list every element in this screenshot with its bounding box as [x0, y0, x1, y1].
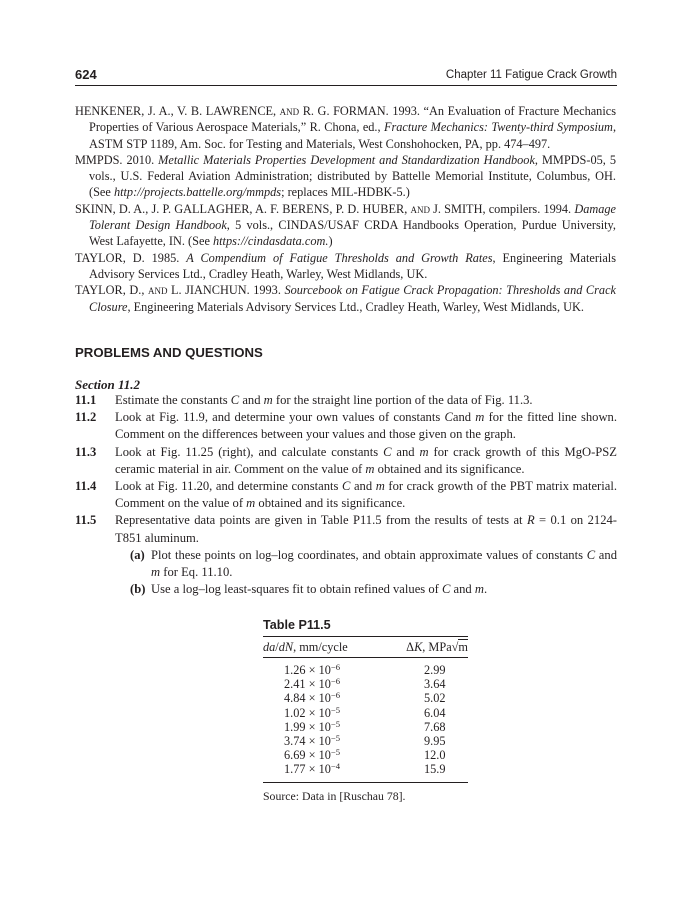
math-variable: C: [444, 410, 453, 425]
math-variable: m: [263, 393, 273, 407]
reference-text: , MMPDS-05, 5 vols., U.S. Federal Aviation Administration; distributed by Battelle Memorial Institute, Columbus, OH. (See: [89, 152, 616, 200]
table-cell-delta-k: 6.04: [424, 705, 446, 720]
reference-text: ; replaces MIL-HDBK-5.): [281, 185, 410, 200]
dadn-mantissa: 1.99: [284, 719, 306, 734]
table-cell-delta-k: 9.95: [424, 733, 446, 748]
reference-text: compilers. 1994.: [485, 201, 575, 216]
table-header-row: [263, 637, 468, 657]
table-cell-delta-k: 5.02: [424, 691, 446, 706]
reference-item: [75, 282, 616, 315]
math-variable: C: [383, 444, 392, 459]
subpart-wrapper: [75, 581, 617, 598]
section-heading: PROBLEMS AND QUESTIONS: [75, 345, 263, 360]
subpart-wrapper: [75, 547, 617, 581]
table-cell-dadn: $4.84 \times 10^{-6}$: [284, 690, 341, 706]
reference-title: Fracture Mechanics: Twenty-third Symposium: [383, 120, 613, 135]
math-variable: m: [419, 444, 429, 459]
table-cell-dadn: $1.77 \times 10^{-4}$: [284, 761, 341, 777]
reference-authors: SKINN, D. A., J. P. GALLAGHER, A. F. BERENS, P. D. HUBER, and J. SMITH,: [75, 201, 486, 216]
dadn-exponent: −6: [330, 676, 341, 687]
math-variable: C: [586, 547, 596, 562]
reference-authors: HENKENER, J. A., V. B. LAWRENCE, and R. G. FORMAN.: [75, 104, 389, 118]
dadn-exponent: −6: [330, 690, 341, 701]
subpart-label: (a): [130, 547, 145, 562]
problem-text: Representative data points are given in Table P11.5 from the results of tests at R = 0.1 on 2124-T851 aluminum.: [115, 513, 617, 545]
problem-number: 11.4: [75, 479, 97, 494]
page-number: 624: [75, 67, 97, 82]
problem-text: Look at Fig. 11.25 (right), and calculate constants C and m for crack growth of this MgO-PSZ ceramic material in air. Comment on the value of m obtained and its significance.: [115, 444, 618, 476]
section-label: Section 11.2: [75, 377, 141, 392]
dadn-exponent: −5: [330, 718, 341, 729]
problem-text: Look at Fig. 11.20, and determine constants C and m for crack growth of the PBT matrix material. Comment on the value of m obtained and its significance.: [115, 479, 617, 511]
math-variable: C: [342, 479, 351, 494]
problem-number: 11.3: [75, 444, 97, 459]
dadn-exponent: −5: [330, 747, 341, 758]
table-row: [263, 663, 468, 677]
math-variable: m: [474, 582, 484, 597]
reference-authors: TAYLOR, D., and L. JIANCHUN.: [75, 283, 250, 298]
table-cell-delta-k: 2.99: [424, 663, 446, 677]
reference-authors: MMPDS.: [75, 152, 123, 167]
reference-text: ): [328, 234, 333, 249]
table-col-header-dadn: da/dN, mm/cycle: [263, 640, 348, 654]
table-source-note: Source: Data in [Ruschau 78].: [263, 788, 406, 803]
problem-text: Look at Fig. 11.9, and determine your own values of constants Cand m for the fitted line shown. Comment on the differences between your values and those given on the graph.: [115, 410, 617, 442]
reference-text: , Engineering Materials Advisory Services Ltd., Cradley Heath, Warley, West Midlands, UK.: [127, 299, 584, 314]
table-caption: Table P11.5: [263, 618, 331, 632]
subpart-label: (b): [130, 582, 146, 597]
table-row: [263, 748, 468, 762]
table-row: [263, 706, 468, 720]
dadn-exponent: −5: [330, 704, 341, 715]
problem-number: 11.1: [75, 393, 97, 407]
problem-item: [75, 478, 617, 512]
reference-text: , Engineering Materials Advisory Services Ltd., Cradley Heath, Warley, West Midlands, UK.: [89, 250, 616, 281]
problem-item: [75, 512, 617, 546]
reference-text: , ASTM STP 1189, Am. Soc. for Testing and Materials, West Conshohocken, PA, pp. 474–497.: [89, 120, 617, 151]
table-cell-dadn: $6.69 \times 10^{-5}$: [284, 747, 341, 763]
math-variable: m: [365, 461, 375, 476]
problem-list: [75, 392, 617, 598]
table-cell-delta-k: 12.0: [424, 748, 446, 763]
reference-list: [75, 103, 616, 315]
dadn-exponent: −4: [330, 761, 341, 772]
reference-text: , 5 vols., CINDAS/USAF CRDA Handbooks Operation, Purdue University, West Lafayette, IN. (See: [89, 218, 616, 249]
subpart-text: Plot these points on log–log coordinates, and obtain approximate values of constants C and m for Eq. 11.10.: [151, 547, 617, 580]
reference-text: 1993. “An Evaluation of Fracture Mechanics Properties of Various Aerospace Materials,” R. Chona, ed.,: [89, 104, 616, 135]
table-row: [263, 691, 468, 705]
table-cell-dadn: $1.99 \times 10^{-5}$: [284, 718, 341, 734]
problem-number: 11.5: [75, 513, 97, 528]
reference-authors: TAYLOR, D.: [75, 250, 145, 265]
problem-item: [75, 444, 617, 478]
reference-title: Sourcebook on Fatigue Crack Propagation: Thresholds and Crack Closure: [89, 283, 616, 314]
table-cell-delta-k: 15.9: [424, 762, 446, 777]
table-row: [263, 677, 468, 691]
dadn-mantissa: 2.41: [284, 677, 306, 692]
dadn-exponent: −6: [330, 662, 341, 672]
table-bottom-rule: [263, 782, 468, 783]
math-variable: R: [526, 513, 535, 528]
table-cell-delta-k: 3.64: [424, 677, 446, 692]
table-col-header-delta-k: ΔK, MPa√m: [406, 640, 468, 654]
table-row: [263, 734, 468, 748]
math-variable: C: [230, 393, 240, 407]
table-cell-dadn: $3.74 \times 10^{-5}$: [284, 732, 341, 748]
dadn-mantissa: 3.74: [284, 733, 306, 748]
reference-title: Damage Tolerant Design Handbook: [89, 201, 616, 233]
table-row: [263, 762, 468, 776]
table-cell-dadn: $2.41 \times 10^{-6}$: [284, 676, 341, 692]
data-table: [263, 618, 468, 804]
table-row: [263, 720, 468, 734]
reference-item: [75, 103, 616, 152]
table-cell-dadn: $1.02 \times 10^{-5}$: [284, 704, 341, 720]
dadn-mantissa: 1.77: [284, 762, 306, 777]
problem-item: [75, 392, 617, 409]
reference-item: [75, 152, 616, 201]
reference-url: https://cindasdata.com.: [212, 234, 329, 249]
table-body: [263, 658, 468, 782]
table-cell-dadn: $1.26 \times 10^{-6}$: [284, 662, 341, 677]
page-header: [75, 65, 617, 86]
reference-text: 1985.: [144, 250, 187, 265]
running-head: Chapter 11 Fatigue Crack Growth: [445, 69, 617, 81]
problem-subpart: [115, 581, 617, 598]
table-cell-delta-k: 7.68: [424, 719, 446, 734]
reference-text: 2010.: [122, 152, 159, 167]
problem-number: 11.2: [75, 410, 97, 425]
dadn-exponent: −5: [330, 732, 341, 743]
math-variable: m: [151, 565, 161, 580]
math-variable: C: [441, 582, 451, 597]
math-variable: m: [475, 410, 485, 425]
reference-url: http://projects.battelle.org/mmpds: [113, 185, 282, 200]
math-variable: m: [375, 479, 385, 494]
dadn-mantissa: 1.26: [284, 663, 306, 677]
dadn-mantissa: 4.84: [284, 691, 306, 706]
reference-title: A Compendium of Fatigue Thresholds and Growth Rates: [186, 250, 493, 265]
reference-text: 1993.: [249, 283, 285, 298]
reference-title: Metallic Materials Properties Development and Standardization Handbook: [158, 152, 535, 167]
problem-subpart: [115, 547, 617, 581]
math-variable: m: [246, 496, 256, 511]
reference-item: [75, 250, 616, 283]
dadn-mantissa: 6.69: [284, 748, 306, 763]
problem-text: Estimate the constants C and m for the straight line portion of the data of Fig. 11.3.: [115, 393, 533, 407]
subpart-text: Use a log–log least-squares fit to obtain refined values of C and m.: [151, 582, 488, 597]
problem-item: [75, 409, 617, 443]
reference-item: [75, 201, 616, 250]
dadn-mantissa: 1.02: [284, 705, 306, 720]
